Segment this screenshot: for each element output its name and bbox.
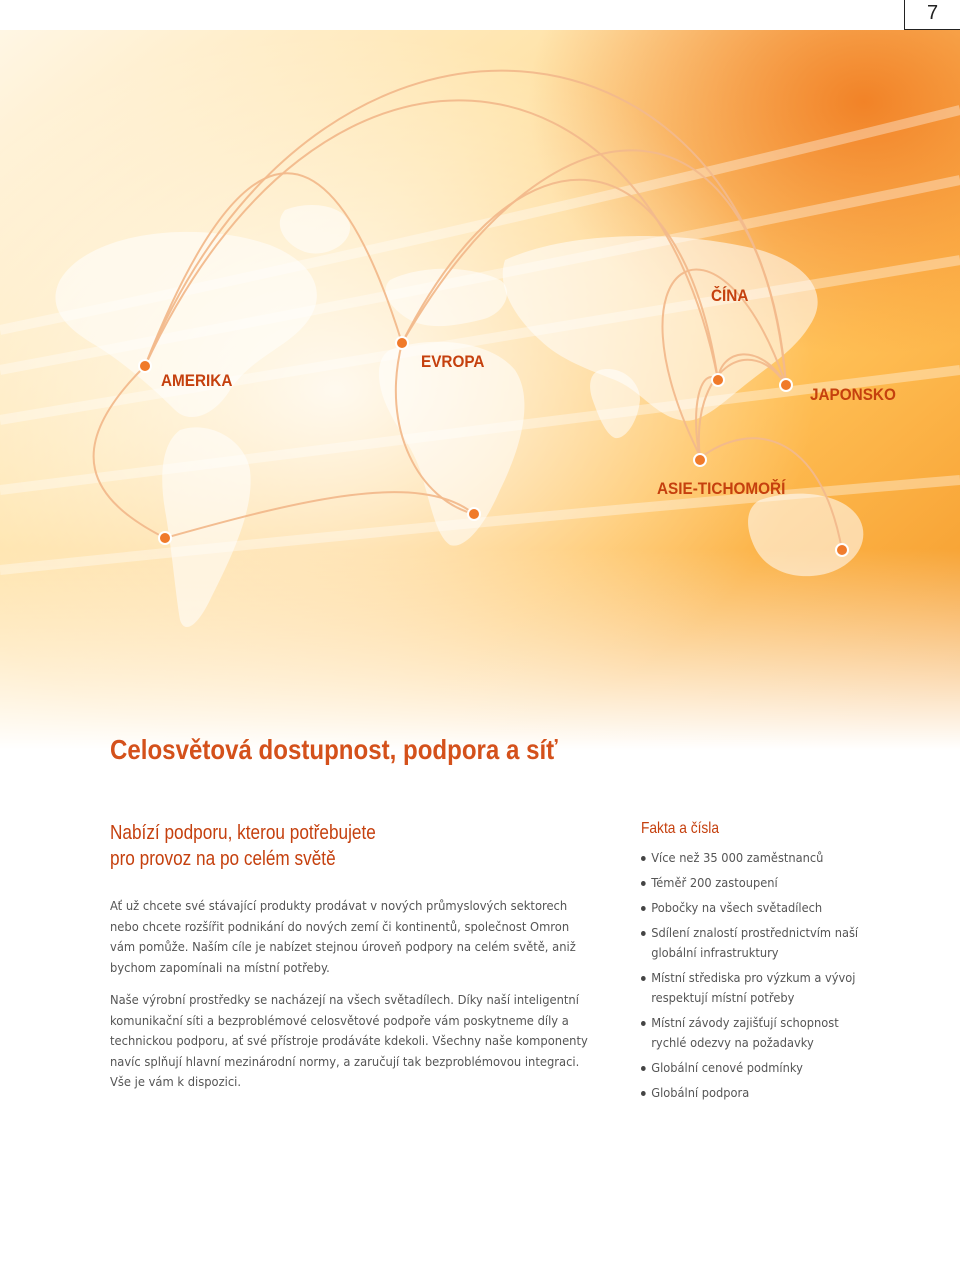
production-paragraph: Naše výrobní prostředky se nacházejí na všech světadílech. Díky naší inteligentní komunikační síti a bezproblémové celosvětové podpoře vám poskytneme díly a technickou podporu, ať své přístroje prodáváte kdekoli. Všechny naše komponenty navíc splňují hlavní mezinárodní normy, a zaručují tak bezproblémovou integraci. Vše je vám k dispozici. (110, 992, 588, 1089)
facts-item: Více než 35 000 zaměstnanců (641, 848, 874, 868)
section-subtitle-line1: Nabízí podporu, kterou potřebujete (110, 822, 376, 844)
label-cina: ČÍNA (711, 286, 749, 305)
main-text-column (110, 820, 590, 1093)
label-evropa: EVROPA (421, 352, 485, 371)
facts-item: Místní střediska pro výzkum a vývoj respektují místní potřeby (641, 968, 874, 1008)
label-amerika: AMERIKA (161, 371, 233, 390)
page-title: Celosvětová dostupnost, podpora a síť (110, 734, 558, 765)
facts-title: Fakta a čísla (641, 820, 720, 837)
facts-sidebar (641, 820, 941, 1108)
facts-item: Globální cenové podmínky (641, 1058, 874, 1078)
world-network-illustration (0, 30, 960, 750)
facts-item: Pobočky na všech světadílech (641, 898, 874, 918)
facts-item: Globální podpora (641, 1083, 874, 1103)
intro-paragraph: Ať už chcete své stávající produkty prodávat v nových průmyslových sektorech nebo chcete rozšířit podnikání do nových zemí či kontinentů, společnost Omron vám pomůže. Naším cíle je nabízet stejnou úroveň podpory na celém světě, aniž bychom zapomínali na místní potřeby. (110, 898, 576, 975)
facts-item: Sdílení znalostí prostřednictvím naší globální infrastruktury (641, 923, 874, 963)
facts-list (641, 848, 941, 1103)
label-asie-tichomori: ASIE-TICHOMOŘÍ (657, 479, 786, 498)
facts-item: Místní závody zajišťují schopnost rychlé odezvy na požadavky (641, 1013, 874, 1053)
label-japonsko: JAPONSKO (810, 385, 896, 404)
facts-item: Téměř 200 zastoupení (641, 873, 874, 893)
section-subtitle-line2: pro provoz na po celém světě (110, 848, 336, 870)
page-number: 7 (904, 0, 960, 30)
